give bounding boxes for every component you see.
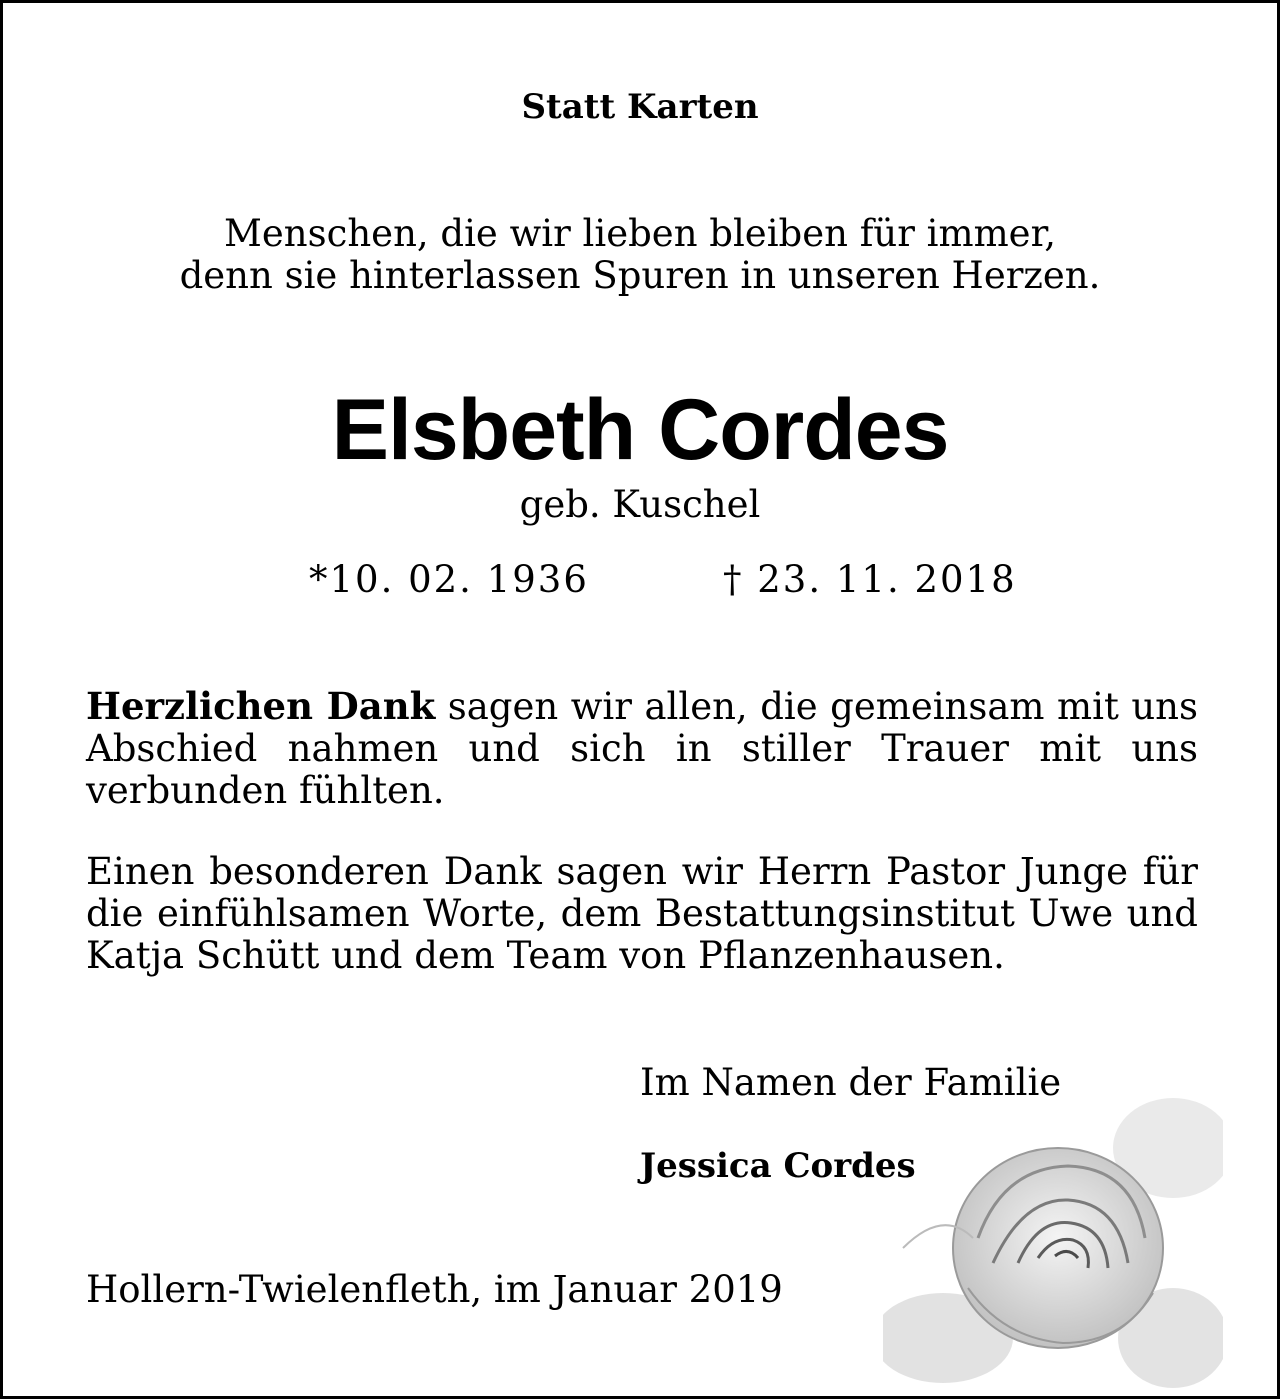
maiden-name: geb. Kuschel [519,483,761,526]
special-thanks-paragraph: Einen besonderen Dank sagen wir Herrn Pastor Junge für die einfühlsamen Worte, dem Bestattungsinstitut Uwe und Katja Schütt und dem Team von Pflanzenhausen. [86,850,1198,977]
quote-line-1: Menschen, die wir lieben bleiben für immer, [224,212,1056,255]
thanks-text: sagen wir allen, die gemeinsam mit uns Abschied nahmen und sich in stiller Trauer mit uns verbunden fühlten. [86,685,1198,812]
place-and-date: Hollern-Twielenfleth, im Januar 2019 [86,1268,783,1311]
rose-illustration [883,1088,1223,1388]
deceased-name: Elsbeth Cordes [331,382,949,478]
thanks-lead: Herzlichen Dank [86,684,436,728]
memorial-quote [3,213,1277,297]
birth-date: *10. 02. 1936 [309,558,589,601]
signature-name: Jessica Cordes [640,1146,916,1186]
header-statt-karten: Statt Karten [521,87,759,127]
death-date: † 23. 11. 2018 [723,558,1017,601]
signature-label: Im Namen der Familie [640,1061,1062,1104]
quote-line-2: denn sie hinterlassen Spuren in unseren Herzen. [179,254,1101,297]
thanks-paragraph [86,685,1198,812]
